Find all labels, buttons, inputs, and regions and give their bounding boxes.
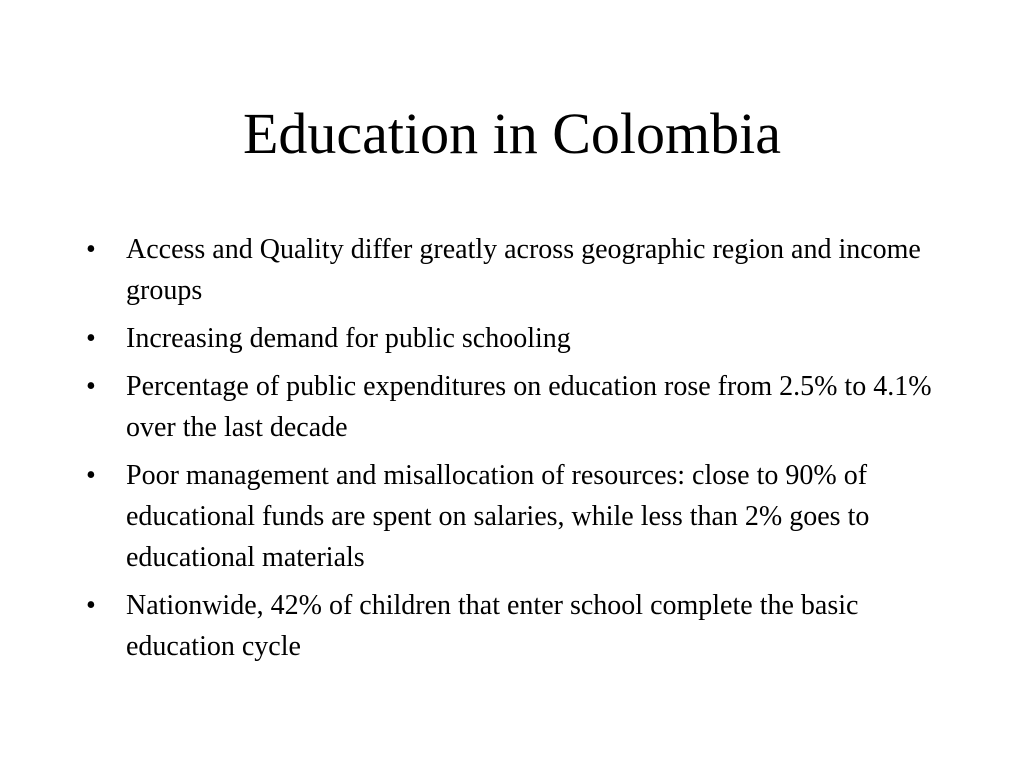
bullet-list: [86, 229, 946, 674]
bullet-dot-icon: •: [86, 460, 96, 491]
bullet-item: [86, 455, 946, 578]
bullet-item: [86, 229, 946, 311]
bullet-dot-icon: •: [86, 323, 96, 354]
bullet-text: Poor management and misallocation of resources: close to 90% of educational funds are spent on salaries, while less than 2% goes to educational materials: [126, 460, 870, 573]
bullet-text: Access and Quality differ greatly across geographic region and income groups: [126, 234, 921, 306]
slide-title: Education in Colombia: [242, 101, 782, 166]
bullet-text: Nationwide, 42% of children that enter school complete the basic education cycle: [126, 590, 859, 662]
bullet-item: [86, 366, 946, 448]
bullet-text: Increasing demand for public schooling: [126, 323, 571, 354]
bullet-item: [86, 318, 946, 359]
bullet-dot-icon: •: [86, 590, 96, 621]
bullet-dot-icon: •: [86, 234, 96, 265]
bullet-item: [86, 585, 946, 667]
bullet-dot-icon: •: [86, 371, 96, 402]
bullet-text: Percentage of public expenditures on education rose from 2.5% to 4.1% over the last decade: [126, 371, 932, 443]
